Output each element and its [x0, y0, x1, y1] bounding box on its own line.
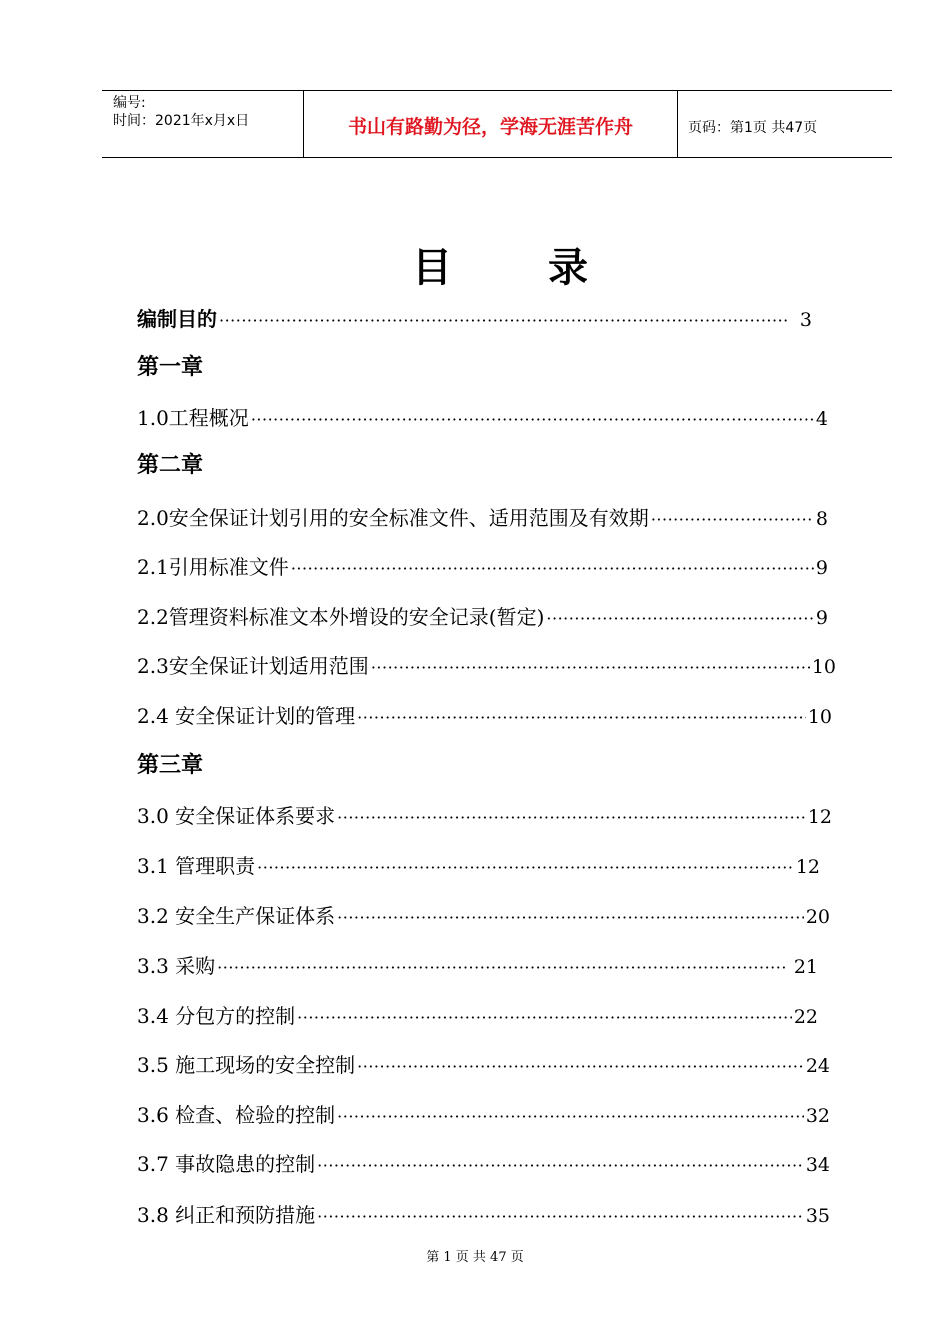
toc-leader-dots — [371, 658, 810, 677]
toc-leader-dots — [337, 808, 806, 827]
toc-entry[interactable] — [137, 1199, 830, 1229]
toc-leader-dots — [219, 311, 798, 330]
toc-entry[interactable] — [137, 551, 828, 581]
toc-entry-label: 3.6 检查、检验的控制 — [137, 1103, 336, 1127]
toc-page-number: 8 — [815, 508, 828, 530]
toc-leader-dots — [317, 1207, 804, 1226]
toc-page-number: 32 — [805, 1105, 830, 1127]
chapter-heading: 第三章 — [137, 753, 204, 778]
toc-entry[interactable] — [137, 850, 820, 880]
toc-entry-label: 3.0 安全保证体系要求 — [137, 804, 336, 828]
toc-entry[interactable] — [137, 303, 812, 333]
toc-page-number: 34 — [805, 1154, 830, 1176]
toc-leader-dots — [546, 609, 813, 628]
time-label: 时间：2021年x月x日 — [113, 113, 250, 129]
number-label: 编号: — [113, 95, 146, 111]
toc-entry[interactable] — [137, 1000, 818, 1030]
toc-leader-dots — [291, 559, 814, 578]
toc-entry-label: 2.4 安全保证计划的管理 — [137, 704, 356, 728]
toc-page-number: 24 — [805, 1055, 830, 1077]
toc-entry[interactable] — [137, 950, 818, 980]
toc-leader-dots — [357, 1057, 804, 1076]
toc-entry[interactable] — [137, 700, 832, 730]
toc-entry[interactable] — [137, 1148, 830, 1178]
toc-leader-dots — [317, 1156, 804, 1175]
header-motto: 书山有路勤为径，学海无涯苦作舟 — [347, 116, 633, 138]
toc-page-number: 4 — [815, 408, 828, 430]
chapter-heading: 第二章 — [137, 453, 204, 478]
toc-entry[interactable] — [137, 800, 832, 830]
toc-leader-dots — [257, 858, 794, 877]
toc-entry-label: 3.1 管理职责 — [137, 854, 256, 878]
toc-entry[interactable] — [137, 900, 830, 930]
page-title: 目录 — [412, 245, 588, 291]
toc-leader-dots — [337, 1107, 804, 1126]
toc-page-number: 10 — [811, 656, 836, 678]
toc-entry-label: 3.7 事故隐患的控制 — [137, 1152, 316, 1176]
toc-leader-dots — [297, 1008, 792, 1027]
toc-page-number: 9 — [815, 607, 828, 629]
toc-page-number: 3 — [799, 309, 812, 331]
toc-entry[interactable] — [137, 650, 836, 680]
toc-entry-label: 3.3 采购 — [137, 954, 216, 978]
header-page-info: 页码：第1页 共47页 — [688, 120, 818, 136]
toc-entry[interactable] — [137, 402, 828, 432]
toc-page-number: 21 — [793, 956, 818, 978]
toc-leader-dots — [357, 708, 806, 727]
toc-entry-label: 3.2 安全生产保证体系 — [137, 904, 336, 928]
toc-page-number: 12 — [807, 806, 832, 828]
toc-entry-label: 2.3安全保证计划适用范围 — [137, 654, 369, 678]
toc-entry[interactable] — [137, 1099, 830, 1129]
toc-entry[interactable] — [137, 1049, 830, 1079]
toc-entry-label: 2.0安全保证计划引用的安全标准文件、适用范围及有效期 — [137, 506, 649, 530]
page-footer: 第 1 页 共 47 页 — [426, 1250, 524, 1265]
toc-leader-dots — [337, 908, 804, 927]
toc-leader-dots — [251, 410, 814, 429]
chapter-heading: 第一章 — [137, 355, 204, 380]
toc-entry[interactable] — [137, 502, 828, 532]
toc-page-number: 22 — [793, 1006, 818, 1028]
toc-entry-label: 1.0工程概况 — [137, 406, 249, 430]
toc-entry[interactable] — [137, 601, 828, 631]
toc-entry-label: 3.5 施工现场的安全控制 — [137, 1053, 356, 1077]
toc-entry-label: 编制目的 — [137, 307, 217, 331]
toc-page-number: 20 — [805, 906, 830, 928]
toc-entry-label: 2.2管理资料标准文本外增设的安全记录(暂定) — [137, 605, 545, 629]
toc-page-number: 9 — [815, 557, 828, 579]
toc-page-number: 12 — [795, 856, 820, 878]
toc-leader-dots — [217, 958, 792, 977]
toc-page-number: 35 — [805, 1205, 830, 1227]
toc-page-number: 10 — [807, 706, 832, 728]
toc-entry-label: 3.8 纠正和预防措施 — [137, 1203, 316, 1227]
toc-entry-label: 2.1引用标准文件 — [137, 555, 289, 579]
toc-leader-dots — [651, 510, 814, 529]
toc-entry-label: 3.4 分包方的控制 — [137, 1004, 296, 1028]
